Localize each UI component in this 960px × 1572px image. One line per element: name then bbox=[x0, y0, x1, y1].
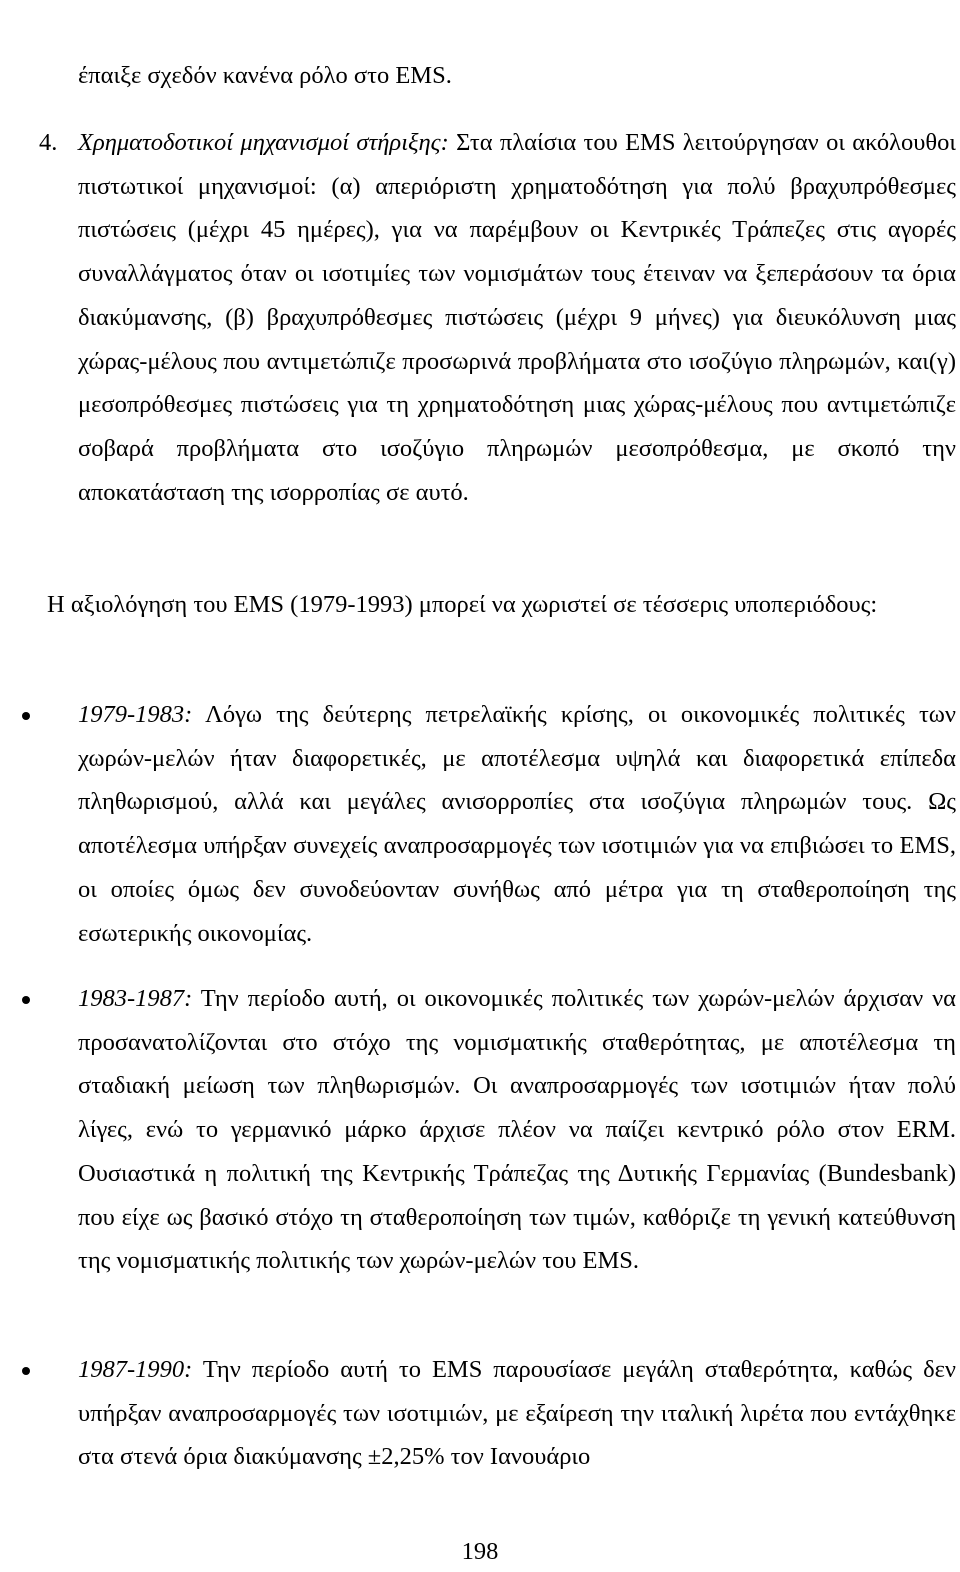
bullet-item-1983-1987 bbox=[78, 977, 956, 1283]
bullet-text: Λόγω της δεύτερης πετρελαϊκής κρίσης, οι οικονομικές πολιτικές των χωρών-μελών ήταν διαφορετικές, με αποτέλεσμα υψηλά και διαφορετικά επίπεδα πληθωρισμού, αλλά και μεγάλες ανισορροπίες στα ισοζύγια πληρωμών τους. Ως αποτέλεσμα υπήρξαν συνεχείς αναπροσαρμογές των ισοτιμιών για να επιβιώσει το EMS, οι οποίες όμως δεν συνοδεύονταν συνήθως από μέτρα για τη σταθεροποίηση της εσωτερικής οικονομίας. bbox=[78, 701, 956, 947]
item-text: Στα πλαίσια του EMS λειτούργησαν οι ακόλουθοι πιστωτικοί μηχανισμοί: (α) απεριόριστη χρηματοδότηση για πολύ βραχυπρόθεσμες πιστώσεις (μέχρι 45 ημέρες), για να παρέμβουν οι Κεντρικές Τράπεζες στις αγορές συναλλάγματος όταν οι ισοτιμίες των νομισμάτων τους έτειναν να ξεπεράσουν τα όρια διακύμανσης, (β) βραχυπρόθεσμες πιστώσεις (μέχρι 9 μήνες) για διευκόλυνση μιας χώρας-μέλους που αντιμετώπιζε προσωρινά προβλήματα στο ισοζύγιο πληρωμών, και(γ) μεσοπρόθεσμες πιστώσεις για τη χρηματοδότηση μιας χώρας-μέλους που αντιμετώπιζε σοβαρά προβλήματα στο ισοζύγιο πληρωμών μεσοπρόθεσμα, με σκοπό την αποκατάσταση της ισορροπίας σε αυτό. bbox=[78, 129, 956, 506]
item-number: 4. bbox=[39, 129, 58, 156]
bullet-period: 1987-1990: bbox=[78, 1356, 193, 1383]
intro-paragraph: Η αξιολόγηση του EMS (1979-1993) μπορεί να χωριστεί σε τέσσερις υποπεριόδους: bbox=[47, 591, 878, 618]
top-line: έπαιξε σχεδόν κανένα ρόλο στο EMS. bbox=[78, 62, 452, 89]
bullet-period: 1979-1983: bbox=[78, 701, 193, 728]
page-number: 198 bbox=[461, 1538, 499, 1565]
bullet-text: Την περίοδο αυτή, οι οικονομικές πολιτικές των χωρών-μελών άρχισαν να προσανατολίζονται στο στόχο της νομισματικής σταθερότητας, με αποτέλεσμα τη σταδιακή μείωση των πληθωρισμών. Οι αναπροσαρμογές των ισοτιμιών ήταν πολύ λίγες, ενώ το γερμανικό μάρκο άρχισε πλέον να παίζει κεντρικό ρόλο στον ERM. Ουσιαστικά η πολιτική της Κεντρικής Τράπεζας της Δυτικής Γερμανίας (Bundesbank) που είχε ως βασικό στόχο τη σταθεροποίηση των τιμών, καθόριζε τη γενική κατεύθυνση της νομισματικής πολιτικής των χωρών-μελών του EMS. bbox=[78, 985, 956, 1275]
bullet-icon bbox=[22, 1367, 30, 1375]
bullet-icon bbox=[22, 712, 30, 720]
bullet-item-1987-1990 bbox=[78, 1348, 956, 1479]
bullet-text: Την περίοδο αυτή το EMS παρουσίασε μεγάλη σταθερότητα, καθώς δεν υπήρξαν αναπροσαρμογές των ισοτιμιών, με εξαίρεση την ιταλική λιρέτα που εντάχθηκε στα στενά όρια διακύμανσης ±2,25% τον Ιανουάριο bbox=[78, 1356, 956, 1471]
numbered-item-4 bbox=[39, 121, 956, 514]
bullet-item-1979-1983 bbox=[78, 693, 956, 955]
bullet-period: 1983-1987: bbox=[78, 985, 193, 1012]
bullet-icon bbox=[22, 996, 30, 1004]
item-heading: Χρηματοδοτικοί μηχανισμοί στήριξης: bbox=[78, 129, 449, 156]
